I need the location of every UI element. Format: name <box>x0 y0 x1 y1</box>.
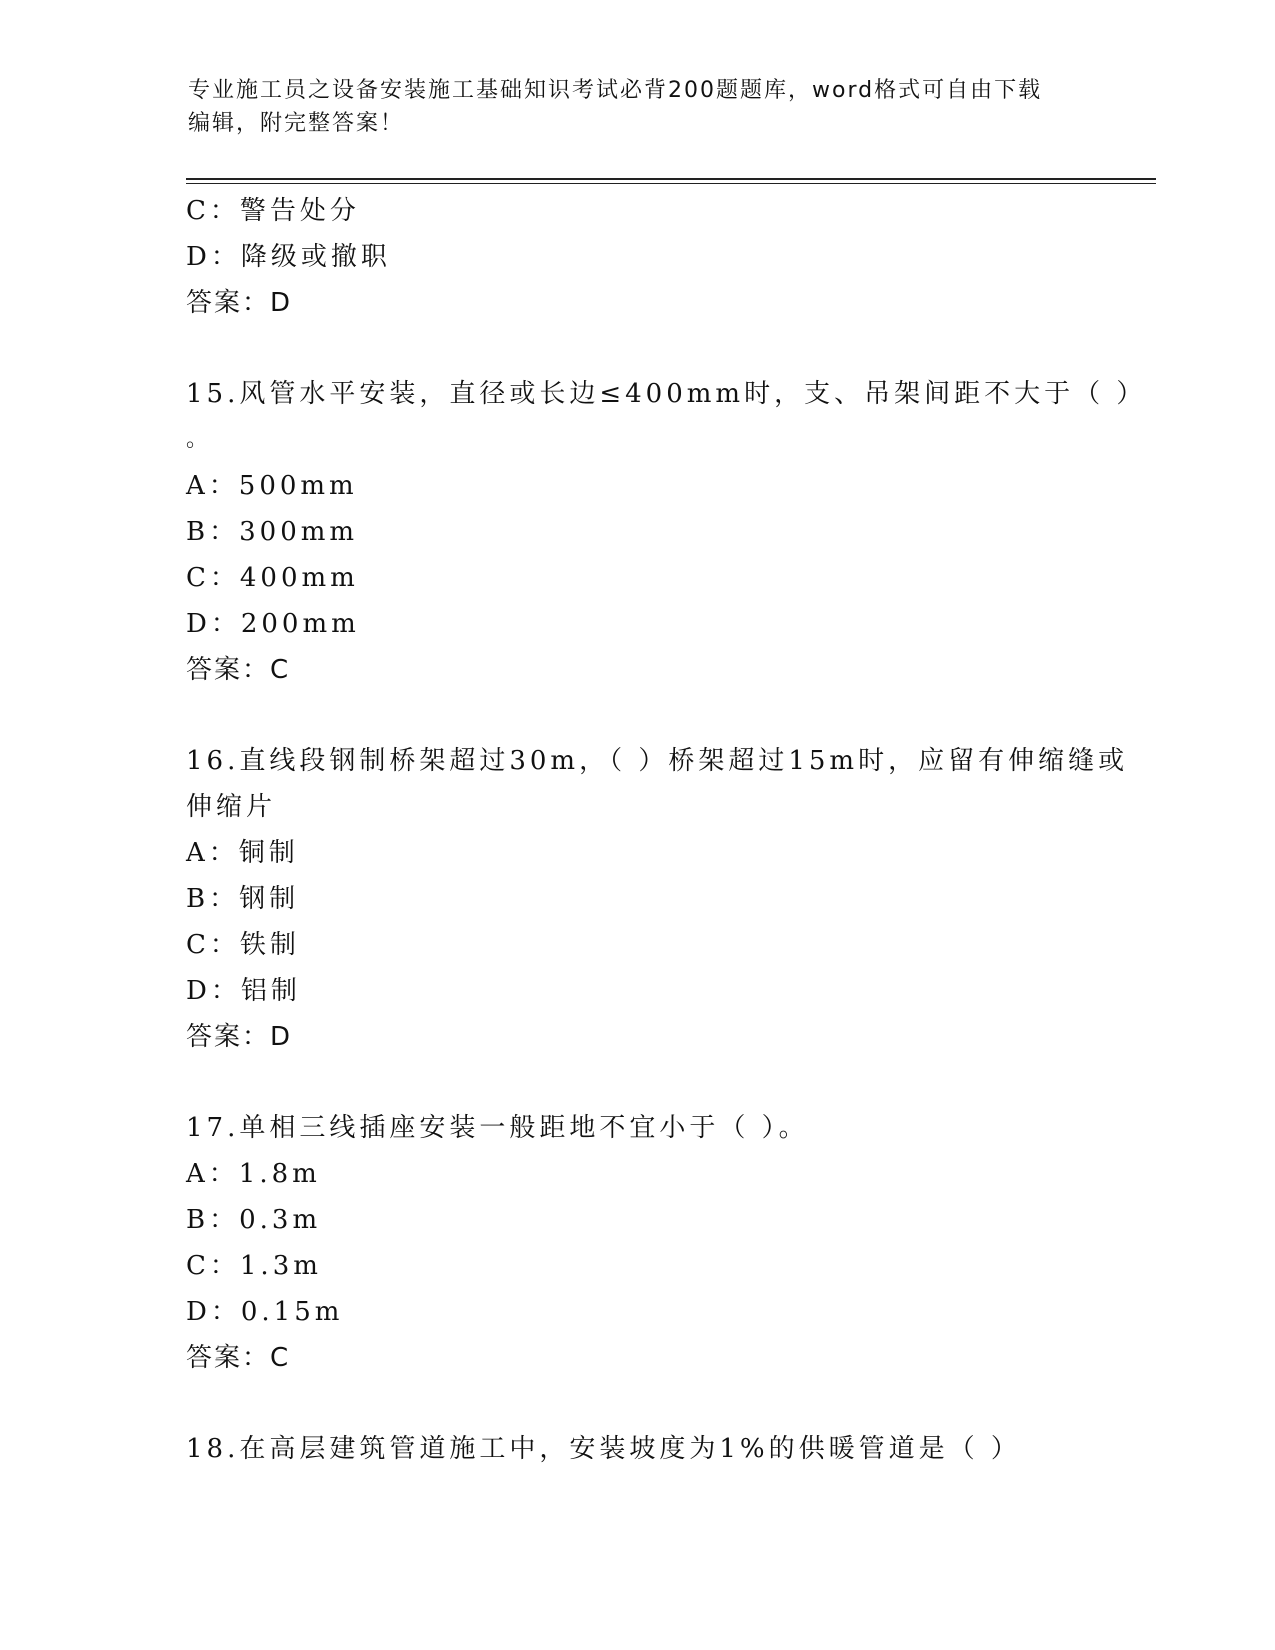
option-c: C：警告处分 <box>186 196 360 226</box>
header-title-line-2: 编辑，附完整答案！ <box>188 111 405 136</box>
answer: 答案：C <box>186 655 291 685</box>
header-divider-thin <box>186 183 1156 184</box>
question-list <box>186 188 1147 1472</box>
option-a: A：1.8m <box>186 1159 321 1189</box>
question-15 <box>186 371 1147 693</box>
spacer <box>186 1060 1086 1105</box>
question-stem-continuation: 。 <box>186 427 213 452</box>
spacer <box>186 326 1086 371</box>
option-a: A：铜制 <box>186 838 299 868</box>
option-b: B：钢制 <box>186 884 300 914</box>
option-c: C：400mm <box>186 563 359 593</box>
option-c: C：铁制 <box>186 930 300 960</box>
header-title-line-1: 专业施工员之设备安装施工基础知识考试必背200题题库，word格式可自由下载 <box>188 78 1043 103</box>
question-18 <box>186 1426 1086 1472</box>
question-stem: 16.直线段钢制桥架超过30m，（ ）桥架超过15m时，应留有伸缩缝或 <box>186 746 1129 776</box>
question-stem: 17.单相三线插座安装一般距地不宜小于（ ）。 <box>186 1113 809 1143</box>
answer: 答案：C <box>186 1343 291 1373</box>
answer: 答案：D <box>186 1022 293 1052</box>
option-d: D：铝制 <box>186 976 301 1006</box>
question-stem: 18.在高层建筑管道施工中，安装坡度为1%的供暖管道是（ ） <box>186 1434 1021 1464</box>
option-a: A：500mm <box>186 471 358 501</box>
option-b: B：300mm <box>186 517 359 547</box>
spacer <box>186 1381 1086 1426</box>
option-c: C：1.3m <box>186 1251 322 1281</box>
question-14 <box>186 188 1086 326</box>
header-divider-thick <box>186 178 1156 180</box>
spacer <box>186 693 1086 738</box>
question-stem: 15.风管水平安装，直径或长边≤400mm时，支、吊架间距不大于（ ） <box>186 379 1147 409</box>
question-17 <box>186 1105 1086 1381</box>
option-d: D：降级或撤职 <box>186 242 391 272</box>
option-d: D：0.15m <box>186 1297 344 1327</box>
option-b: B：0.3m <box>186 1205 322 1235</box>
document-header <box>188 74 1088 140</box>
question-stem-continuation: 伸缩片 <box>186 792 277 822</box>
question-16 <box>186 738 1129 1060</box>
answer: 答案：D <box>186 288 293 318</box>
option-d: D：200mm <box>186 609 360 639</box>
